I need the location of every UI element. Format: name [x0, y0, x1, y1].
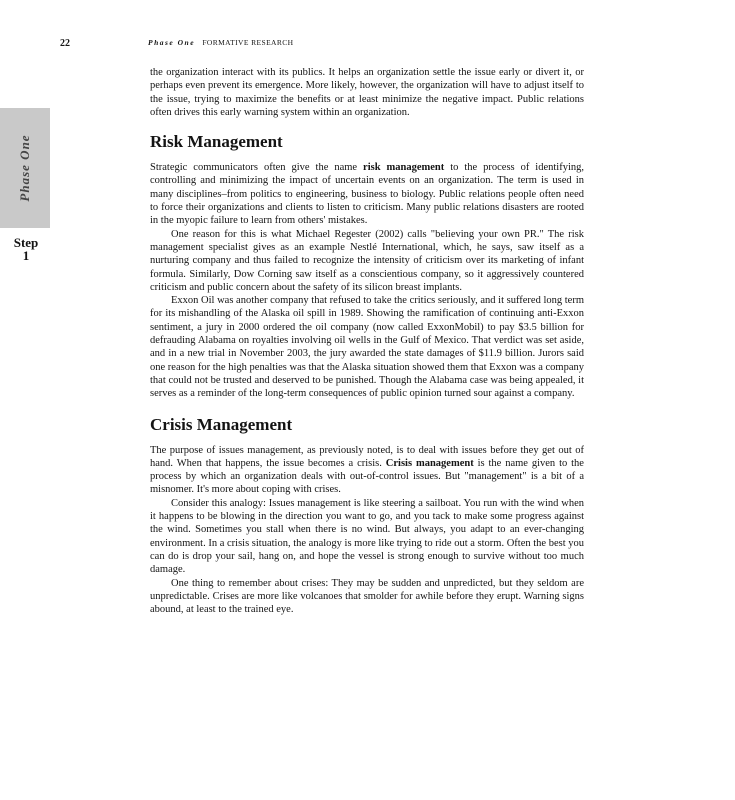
risk-p1-text-a: Strategic communicators often give the name [150, 162, 364, 174]
step-word: Step [13, 235, 39, 250]
crisis-paragraph-3: One thing to remember about crises: They may be sudden and unpredicted, but they seldom are unpredictable. Crises are more like volcanoes that smolder for awhile before they erupt. Warning signs abound, at least to the trained eye. [150, 577, 584, 616]
risk-p1-text-b: to the process of identifying, controlling and minimizing the impact of uncertain events on an organization. The term is used in many disciplines–from politics to engineering, business to biology. Public relations people often need to force their organizations and clients to listen to criticism. Many public relations disasters are rooted in the myopic failure to learn from others' mistakes. [150, 162, 585, 227]
page-number: 22 [60, 38, 70, 49]
risk-management-heading: Risk Management [150, 132, 283, 152]
crisis-management-term: Crisis management [385, 457, 474, 469]
running-head-section: FORMATIVE RESEARCH [202, 38, 294, 47]
risk-paragraph-1 [150, 161, 584, 227]
page-content [150, 66, 584, 616]
step-label [8, 236, 44, 262]
risk-paragraph-3: Exxon Oil was another company that refused to take the critics seriously, and it suffered long term for its mishandling of the Alaska oil spill in 1989. Showing the ramification of continuing anti-Exxon sentiment, a jury in 2000 ordered the oil company (now called ExxonMobil) to pay $3.5 billion for defrauding Alabama on royalties involving oil wells in the Gulf of Mexico. That verdict was set aside, and in a new trial in November 2003, the jury awarded the state damages of $11.9 billion. Jurors said one reason for the high penalties was that the Alaska situation showed them that Exxon was a company that could not be trusted and deserved to be punished. Though the Alabama case was being appealed, it serves as a reminder of the long-term consequences of public opinion turned sour against a company. [150, 295, 584, 400]
crisis-paragraph-1 [150, 444, 584, 497]
side-tab-label: Phase One [17, 134, 32, 202]
risk-paragraph-2: One reason for this is what Michael Regester (2002) calls "believing your own PR." The risk management specialist gives as an example Nestlé International, which, he says, saw itself as a nurturing company and thus failed to recognize the intensity of criticism over its marketing of infant formula. Similarly, Dow Corning saw itself as a conscientious company, so it aggressively countered criticism and public concern about the safety of its silicon breast implants. [150, 228, 584, 293]
crisis-p1-text-a: The purpose of issues management, as previously noted, is to deal with issues before they get out of hand. When that happens, the issue becomes a crisis. [150, 444, 584, 469]
intro-paragraph: the organization interact with its publics. It helps an organization settle the issue early or divert it, or perhaps even prevent its emergence. More likely, however, the organization will have to adjust itself to the issue, trying to maximize the benefits or at least minimize the negative impact. Public relations often drives this early warning system within an organization. [150, 67, 584, 118]
crisis-paragraph-2: Consider this analogy: Issues management is like steering a sailboat. You run with the wind when it happens to be blowing in the direction you want to go, and you tack to make some progress against the wind. Sometimes you stall when there is no wind. But always, you adapt to an ever-changing environment. In a crisis situation, the analogy is more like trying to ride out a storm. Often the best you can do is drop your sail, hang on, and hope the vessel is strong enough to survive without too much damage. [150, 497, 584, 576]
crisis-management-heading: Crisis Management [150, 414, 293, 434]
step-number: 1 [22, 248, 30, 263]
crisis-p1-text-b: is the name given to the process by which an organization deals with out-of-control issues. But "management" is a bit of a misnomer. It's more about coping with crises. [150, 457, 584, 496]
running-head [148, 38, 294, 47]
running-head-phase: Phase One [148, 38, 196, 47]
side-tab [0, 108, 50, 228]
risk-management-term: risk management [363, 162, 445, 174]
